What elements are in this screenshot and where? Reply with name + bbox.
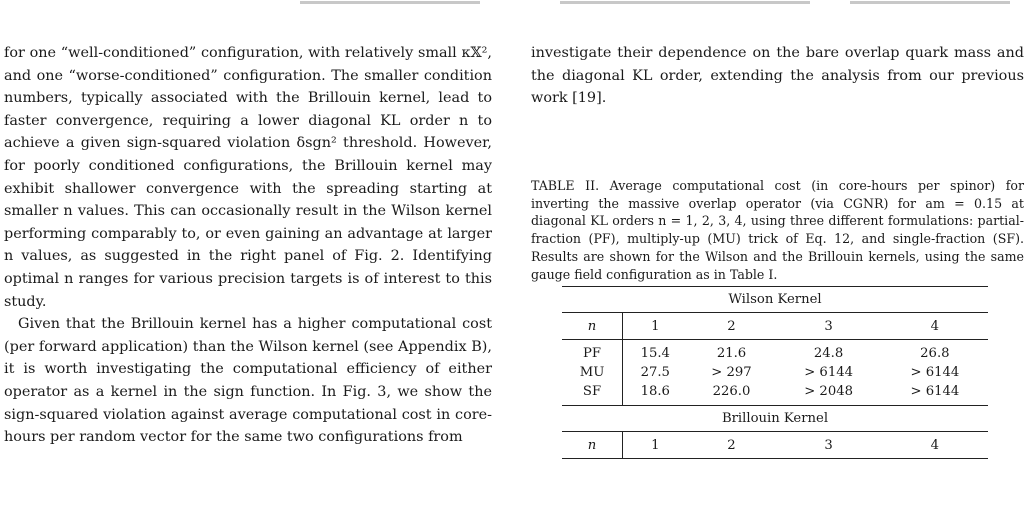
table-cell: 226.0 (712, 384, 751, 399)
brillouin-kernel-title: Brillouin Kernel (562, 406, 988, 432)
header-2: 2 (688, 313, 776, 340)
page-top-rule (0, 0, 1028, 6)
header-1: 1 (623, 313, 688, 340)
header-3-brillouin: 3 (775, 432, 881, 459)
table-cell: > 6144 (910, 384, 960, 399)
table-cell: 18.6 (640, 384, 670, 399)
table-cell: 15.4 (623, 340, 688, 364)
table-cell: > 297 (711, 365, 752, 380)
table-row-mu (562, 363, 988, 382)
table-cell: > 6144 (804, 365, 853, 380)
table-row-pf (562, 340, 988, 364)
table-cell: 27.5 (640, 365, 670, 380)
header-n: n (562, 313, 623, 340)
header-3: 3 (775, 313, 881, 340)
table-cell: 21.6 (688, 340, 776, 364)
table-row-sf (562, 382, 988, 406)
header-4-brillouin: 4 (882, 432, 988, 459)
row-label-mu: MU (562, 363, 623, 382)
table-caption: TABLE II. Average computational cost (in core-hours per spinor) for inverting the massive overlap operator (via CGNR) for am = 0.15 at diagonal KL orders n = 1, 2, 3, 4, using three different formulations: partial-fraction (PF), multiply-up (MU) trick of Eq. 12, and single-fraction (SF). Results are shown for the Wilson and the Brillouin kernels, using the same gauge field configuration as in Table I. (531, 177, 1024, 282)
wilson-kernel-title: Wilson Kernel (562, 287, 988, 313)
table-cell: > 6144 (910, 365, 960, 380)
header-2-brillouin: 2 (688, 432, 776, 459)
row-label-pf: PF (562, 340, 623, 364)
table-cell: > 2048 (804, 384, 853, 399)
header-n-brillouin: n (562, 432, 623, 459)
cost-table (562, 286, 988, 459)
row-label-sf: SF (562, 382, 623, 406)
right-column (531, 42, 1024, 284)
header-1-brillouin: 1 (623, 432, 688, 459)
table-cell: 24.8 (775, 340, 881, 364)
right-paragraph-1: investigate their dependence on the bare overlap quark mass and the diagonal KL order, extending the analysis from our previous work [19]. (531, 45, 1024, 107)
header-4: 4 (882, 313, 988, 340)
left-paragraph-1: for one “well-conditioned” configuration, with relatively small κ𝕏², and one “worse-conditioned” configuration. The smaller condition numbers, typically associated with the Brillouin kernel, lead to faster convergence, requiring a lower diagonal KL order n to achieve a given sign-squared violation δsgn² threshold. However, for poorly conditioned configurations, the Brillouin kernel may exhibit shallower convergence with the spreading starting at smaller n values. This can occasionally result in the Wilson kernel performing comparably to, or even gaining an advantage at larger n values, as suggested in the right panel of Fig. 2. Identifying optimal n ranges for various precision targets is of interest to this study. (4, 45, 492, 310)
table-cell: 26.8 (882, 340, 988, 364)
left-column (4, 42, 492, 449)
left-paragraph-2: Given that the Brillouin kernel has a higher computational cost (per forward application) than the Wilson kernel (see Appendix B), it is worth investigating the computational efficiency of either operator as a kernel in the sign function. In Fig. 3, we show the sign-squared violation against average computational cost in core-hours per random vector for the same two configurations from (4, 316, 492, 446)
